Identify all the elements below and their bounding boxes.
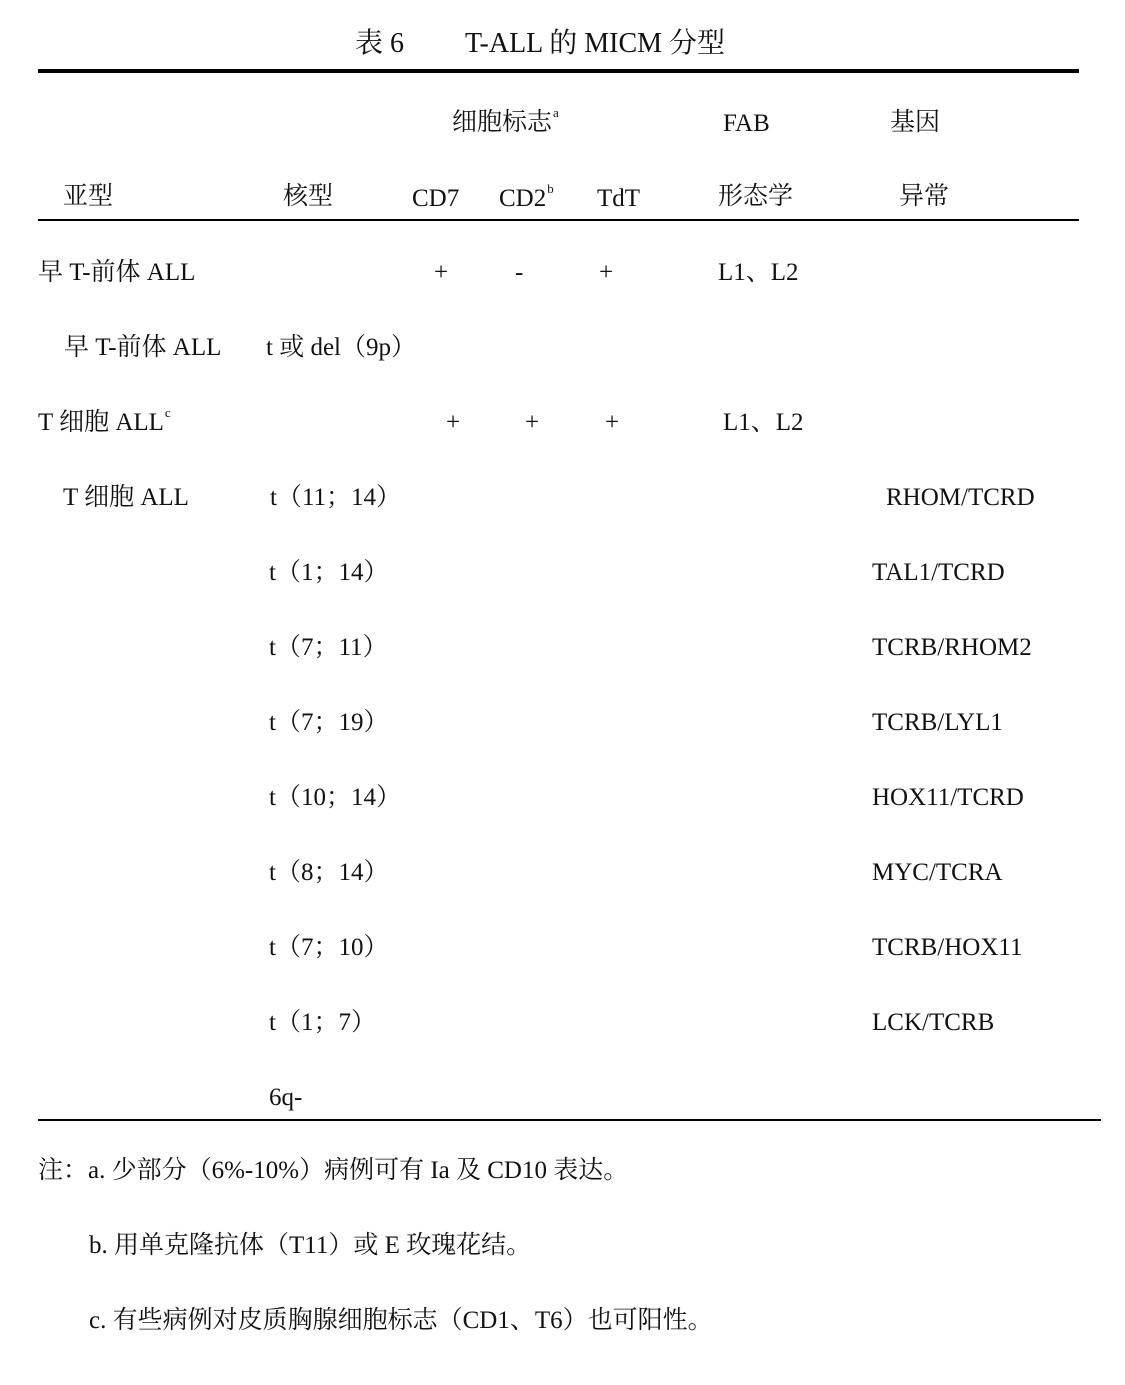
row-11-karyotype: t（1；7） — [269, 1009, 376, 1036]
header-subtype: 亚型 — [63, 183, 114, 210]
row-4-subtype: T 细胞 ALL — [63, 484, 189, 511]
row-2-karyotype: t 或 del（9p） — [266, 334, 416, 361]
top-rule — [38, 69, 1079, 73]
footnote-marker-a: a — [553, 105, 559, 120]
row-5-gene: TAL1/TCRD — [872, 559, 1005, 586]
row-3-cd2: + — [525, 409, 540, 436]
row-7-gene: TCRB/LYL1 — [872, 709, 1003, 736]
header-abnormality: 异常 — [899, 183, 950, 210]
row-1-subtype: 早 T-前体 ALL — [38, 259, 196, 286]
header-cd2-label: CD2 — [499, 185, 547, 212]
row-12-karyotype: 6q- — [269, 1084, 303, 1111]
row-1-tdt: + — [599, 259, 614, 286]
row-9-karyotype: t（8；14） — [269, 859, 389, 886]
header-fab: FAB — [723, 110, 770, 137]
header-gene: 基因 — [890, 109, 941, 136]
row-8-karyotype: t（10；14） — [269, 784, 401, 811]
note-b: b. 用单克隆抗体（T11）或 E 玫瑰花结。 — [89, 1232, 532, 1259]
header-cell-markers-label: 细胞标志 — [452, 109, 553, 136]
row-6-gene: TCRB/RHOM2 — [872, 634, 1032, 661]
row-3-cd7: + — [446, 409, 461, 436]
header-morphology: 形态学 — [718, 183, 794, 210]
row-10-karyotype: t（7；10） — [269, 934, 389, 961]
bottom-rule — [38, 1119, 1101, 1121]
row-11-gene: LCK/TCRB — [872, 1009, 995, 1036]
header-tdt: TdT — [597, 185, 641, 212]
row-3-tdt: + — [605, 409, 620, 436]
row-9-gene: MYC/TCRA — [872, 859, 1003, 886]
header-karyotype: 核型 — [283, 183, 334, 210]
row-3-fab: L1、L2 — [723, 409, 804, 436]
row-3-subtype-label: T 细胞 ALL — [38, 409, 164, 436]
note-c: c. 有些病例对皮质胸腺细胞标志（CD1、T6）也可阳性。 — [89, 1307, 713, 1334]
table-number: 表 6 — [355, 28, 405, 59]
row-8-gene: HOX11/TCRD — [872, 784, 1024, 811]
footnote-marker-b: b — [547, 181, 554, 196]
row-3-subtype — [38, 405, 171, 436]
row-7-karyotype: t（7；19） — [269, 709, 389, 736]
row-1-cd2: - — [515, 259, 524, 286]
header-cd7: CD7 — [412, 185, 460, 212]
row-2-subtype: 早 T-前体 ALL — [64, 334, 222, 361]
header-rule — [38, 219, 1079, 221]
footnote-marker-c: c — [164, 405, 171, 420]
row-6-karyotype: t（7；11） — [269, 634, 388, 661]
row-10-gene: TCRB/HOX11 — [872, 934, 1023, 961]
header-cd2 — [499, 181, 554, 212]
header-cell-markers — [452, 105, 559, 136]
row-1-cd7: + — [434, 259, 449, 286]
row-5-karyotype: t（1；14） — [269, 559, 389, 586]
row-1-fab: L1、L2 — [718, 259, 799, 286]
table-title: T-ALL 的 MICM 分型 — [465, 28, 726, 59]
row-4-karyotype: t（11；14） — [270, 484, 402, 511]
note-a: 注：a. 少部分（6%-10%）病例可有 Ia 及 CD10 表达。 — [38, 1157, 629, 1184]
row-4-gene: RHOM/TCRD — [886, 484, 1035, 511]
